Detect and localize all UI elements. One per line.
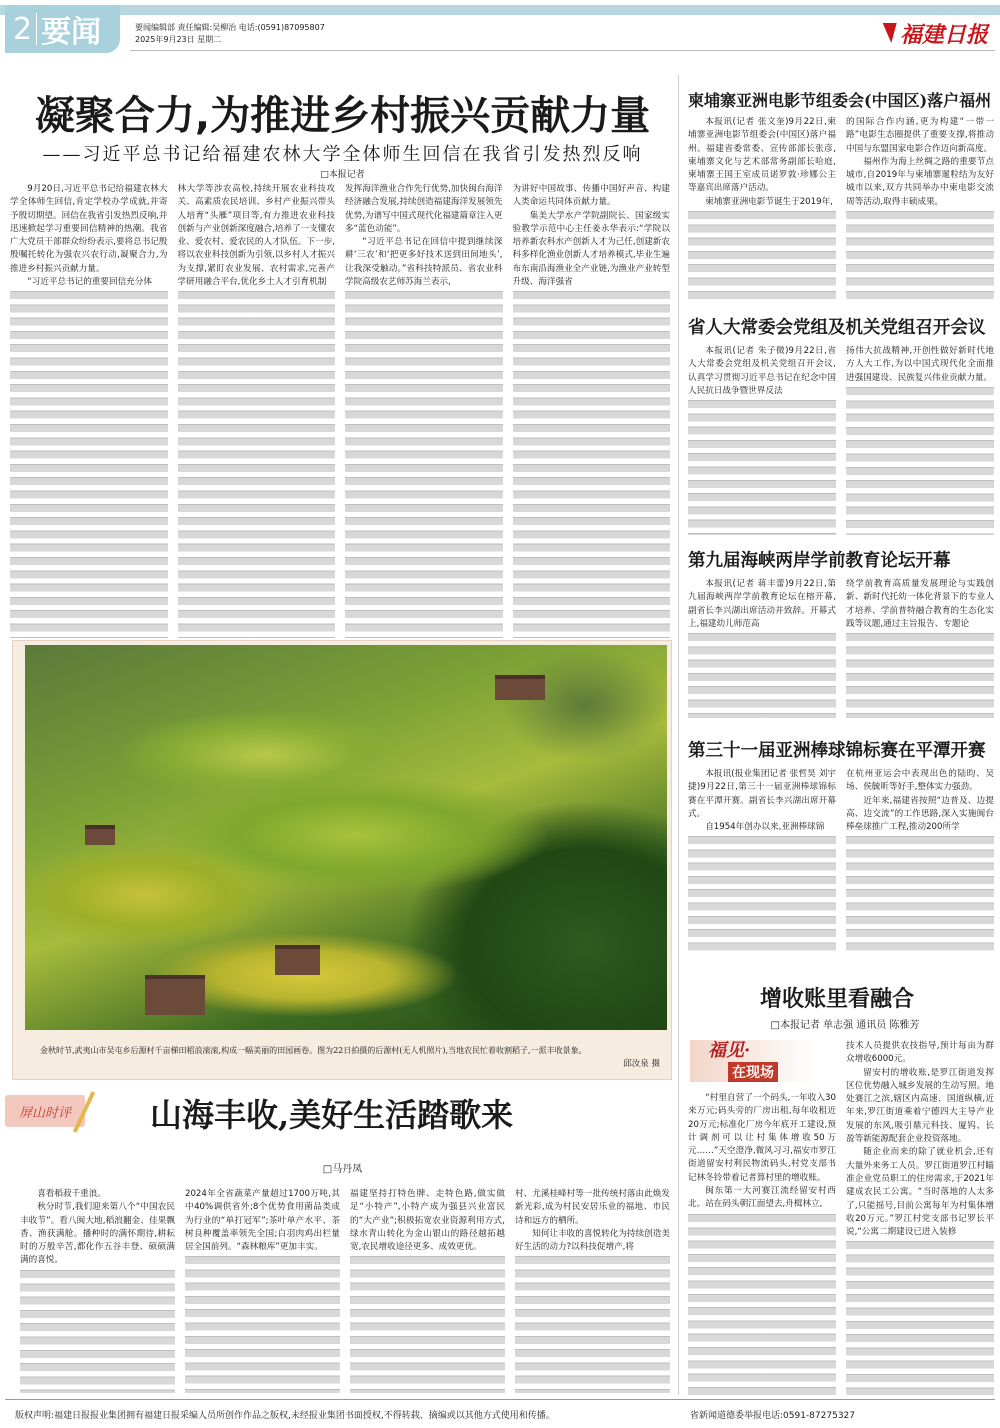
article-column [688,578,836,718]
article-column [350,1188,505,1393]
article-body [688,768,994,953]
copyright-notice: 版权声明:福建日报报业集团拥有福建日报采编人员所创作作品之版权,未经报业集团书面授权,不得转载、摘编或以其他方式使用和传播。 [15,1411,555,1421]
editor-line: 要闻编辑部 责任编辑:吴柳治 电话:(0591)87095807 [135,23,325,32]
article-column [688,345,836,535]
paragraph: 技术人员提供农技指导,预计每亩为群众增收6000元。 [846,1041,994,1065]
main-byline: □本报记者 [320,170,365,180]
article-body [688,578,994,718]
text-continuation [688,400,836,535]
fujian-on-site-logo [690,1040,815,1082]
photo-caption: 金秋时节,武夷山市吴屯乡后源村千亩梯田稻浪滚滚,构成一幅美丽的田园画卷。图为22日拍摄的后源村(无人机照片),当地农民忙着收割稻子,一派丰收景象。 [40,1046,587,1055]
text-continuation [688,836,836,953]
column-divider [678,75,679,1395]
divider [36,13,37,45]
paragraph: 在杭州亚运会中表现出色的陆昀、吴场、侯毓昕等好手,整体实力强劲。 [846,769,994,793]
paragraph: 发挥海洋渔业合作先行优势,加快闽台海洋经济融合发展,持续创造福建海洋发展领先优势,为谱写中国式现代化福建篇章注入更多“蓝色动能”。 [345,184,503,234]
text-continuation [688,211,836,301]
text-continuation [345,291,503,638]
text-continuation [515,1256,670,1393]
article-column [688,116,836,301]
paragraph: 绕学前教育高质量发展理论与实践创新、新时代托幼一体化背景下的专业人才培养、学前普特融合教育的生态化实践等议题,通过主旨报告、专题论 [846,579,994,629]
text-continuation [688,633,836,718]
text-continuation [846,1241,994,1395]
feature-headline: 增收账里看融合 [760,986,915,1012]
footer-rule [5,1399,995,1400]
paragraph: 林大学等涉农高校,持续开展农业科技攻关、高素质农民培训、乡村产业振兴带头人培育“头雁”项目等,有力推进农业科技创新与产业创新深度融合,培养了一支懂农业、爱农村、爱农民的人才队伍。下一步,将以农业科技创新为引领,以乡村人才振兴为支撑,紧盯农业发展、农村需求,完善产学研用融合平台,优化乡土人才引育机制 [177,184,335,288]
paragraph: 集美大学水产学院副院长、国家级实验教学示范中心主任姜永华表示:“学院以培养新农科水产创新人才为己任,创建新农科多样化渔业创新人才培养模式,毕业生遍布东南沿海渔业全产业链,为渔业产业转型升级、海洋强省 [512,210,670,288]
commentary-body [20,1188,670,1393]
terraced-fields-photo [25,645,667,1030]
article-column [345,183,503,638]
logo-line: 在现场 [728,1062,778,1082]
paragraph: “村里自营了一个码头,一年收入30来万元;码头旁的厂房出租,每年收租近20万元;标准化厂房今年底开工建设,预计调剂可以让村集体增收50万元……”天空澄净,微风习习,福安市罗江街道留安村利民物流码头,村党支部书记林冬铃带着记者算村里的增收账。 [688,1093,836,1183]
main-subheadline: ——习近平总书记给福建农林大学全体师生回信在我省引发热烈反响 [42,144,643,165]
text-continuation [846,836,994,953]
paragraph: 为讲好中国故事、传播中国好声音、构建人类命运共同体贡献力量。 [512,184,670,208]
article-column [513,183,671,638]
article-column [20,1188,175,1393]
main-article-body [10,183,670,638]
text-continuation [185,1256,340,1393]
article-column [10,183,168,638]
paragraph: 秋分时节,我们迎来第八个“中国农民丰收节”。看八闽大地,稻浪翻金、佳果飘香、渔获满舱。播种时的满怀期待,耕耘时的万般辛苦,都化作五谷丰登、硕硕满满的喜悦。 [20,1202,175,1266]
article-body [688,345,994,535]
text-continuation [178,291,336,638]
issue-date: 2025年9月23日 星期二 [135,35,222,44]
newspaper-logo [880,18,995,48]
paragraph: 村、尤溪桂峰村等一批传统村落由此焕发新光彩,成为村民安居乐业的福地、市民诗和远方的栖所。 [515,1189,670,1226]
article-column [185,1188,340,1393]
text-continuation [20,1270,175,1393]
paragraph: 本报讯(记者 朱子微)9月22日,省人大常委会党组及机关党组召开会议,认真学习贯彻习近平总书记在纪念中国人民抗日战争暨世界反法 [688,346,836,396]
paragraph: 近年来,福建省按照“边普及、边提高、边交流”的工作思路,深入实施闽台棒垒球推广工程,推动200所学 [846,795,994,833]
page-section-tag [5,5,120,53]
photo-credit: 邱汝泉 摄 [623,1059,660,1069]
page-number: 2 [13,11,33,47]
feature-left-column [688,1092,836,1395]
paragraph: 福州作为海上丝绸之路的重要节点城市,自2019年与柬埔寨暹粒结为友好城市以来,双方共同举办中柬电影交流周等活动,取得丰硕成果。 [846,156,994,207]
article-column [846,345,994,535]
article-headline: 第三十一届亚洲棒球锦标赛在平潭开赛 [688,741,986,761]
feature-right-column [846,1040,994,1395]
text-continuation [846,633,994,718]
paragraph: 2024年全省蔬菜产量超过1700万吨,其中40%调供省外;8个优势食用菌品类成为行业的“单打冠军”;茶叶单产水平、茶树良种覆盖率领先全国;白羽肉鸡出栏量居全国前列。“森林粮库”更加丰实。 [185,1189,340,1253]
paragraph: 知何让丰收的喜悦转化为持续创造美好生活的动力?以科技促增产,将 [515,1228,670,1253]
paragraph: 福建坚持打特色牌、走特色路,做实做足“小特产”,小特产成为强县兴业富民的“大产业”;积极拓宽农业资源利用方式,绿水青山转化为金山银山的路径越拓越宽,农民增收途径更多、成效更优。 [350,1189,505,1253]
paragraph: 本报讯(记者 蒋丰蕾)9月22日,第九届海峡两岸学前教育论坛在榕开幕,副省长李兴湖出席活动并致辞。开幕式上,福建幼儿师范高 [688,579,836,629]
paragraph: 本报讯(报业集团记者 张哲昊 刘宇捷)9月22日,第三十一届亚洲棒球锦标赛在平潭开赛。副省长李兴湖出席开幕式。 [688,769,836,819]
paragraph: “习近平总书记在回信中提到继续深耕‘三农’和‘把更多好技术送到田间地头’,让我深受触动。”省科技特派员、省农业科学院高级农艺师苏海兰表示, [345,237,503,288]
article-column [178,183,336,638]
feature-byline: □本报记者 单志强 通讯员 陈雅芳 [770,1020,920,1031]
paragraph: 本报讯(记者 张文奎)9月22日,柬埔寨亚洲电影节组委会(中国区)落户福州。福建省委常委、宣传部部长张彦,柬埔寨文化与艺术部常务副部长哈庭,柬埔寨王国王室成员诺罗敦·珍娜公主等嘉宾出席落户活动。 [688,117,836,194]
article-headline: 省人大常委会党组及机关党组召开会议 [688,318,986,338]
article-column [846,116,994,301]
editor-info [135,22,325,46]
paragraph: 自1954年创办以来,亚洲棒球锦 [705,822,825,833]
text-continuation [846,387,994,535]
report-hotline: 省新闻道德委举报电话:0591-87275327 [690,1411,855,1421]
header-rule [130,50,995,51]
article-headline: 第九届海峡两岸学前教育论坛开幕 [688,551,951,571]
text-continuation [350,1256,505,1393]
paragraph: 留安村的增收账,是罗江街道发挥区位优势融入城乡发展的生动写照。地处赛江之滨,辖区内高速、国道纵横,近年来,罗江街道乘着宁德四大主导产业发展的东风,吸引鼎元科技、厦钨、长盈等新能源配套企业投资落地。 [846,1067,994,1145]
logo-text: 福建日报 [900,21,989,48]
paragraph: 柬埔寨亚洲电影节诞生于2019年, [705,196,833,207]
logo-mark-icon [877,23,896,43]
paragraph: “习近平总书记的重要回信充分体 [27,277,152,288]
article-column [846,578,994,718]
article-body [688,116,994,301]
article-column [688,768,836,953]
article-column [515,1188,670,1393]
paragraph: 9月20日,习近平总书记给福建农林大学全体师生回信,肯定学校办学成就,并寄予殷切期望。回信在我省引发热烈反响,并迅速掀起学习重要回信精神的热潮。我省广大党员干部群众纷纷表示,要将总书记殷殷嘱托转化为强农兴农行动,凝聚合力,为推进乡村振兴贡献力量。 [10,184,168,274]
paragraph: 扬伟大抗战精神,开创性做好新时代地方人大工作,为以中国式现代化全面推进强国建设、民族复兴伟业贡献力量。 [846,346,994,383]
logo-line: 福见· [708,1040,751,1061]
text-continuation [513,291,671,638]
paragraph: 闽东第一大河赛江流经留安村西北。站在码头朝江面望去,舟楫林立, [688,1186,836,1210]
paragraph: 喜看稻菽千重浪。 [37,1189,106,1199]
commentary-headline: 山海丰收,美好生活踏歌来 [150,1096,514,1134]
article-column [846,768,994,953]
header-band [0,5,1000,15]
commentary-byline: □马丹凤 [322,1164,363,1175]
commentary-tag: 屏山时评 [5,1095,85,1127]
paragraph: 的国际合作内涵,更为构建“一带一路”电影生态圈提供了重要支撑,将推动中国与东盟国家电影合作迈向新高度。 [846,117,994,154]
section-name: 要闻 [41,15,102,50]
text-continuation [10,291,168,638]
main-headline: 凝聚合力,为推进乡村振兴贡献力量 [34,93,651,139]
paragraph: 随企业而来的除了就业机会,还有大量外来务工人员。罗江街道罗江村瞄准企业党员职工的住房需求,于2021年建成农民工公寓。“当时落地的人太多了,只能摇号,目前公寓每年为村集体增收20万元。”罗江村党支部书记罗长平说,“公寓二期建设已进入装修 [846,1147,994,1238]
article-headline: 柬埔寨亚洲电影节组委会(中国区)落户福州 [688,91,992,110]
text-continuation [846,211,994,301]
text-continuation [688,1214,836,1395]
